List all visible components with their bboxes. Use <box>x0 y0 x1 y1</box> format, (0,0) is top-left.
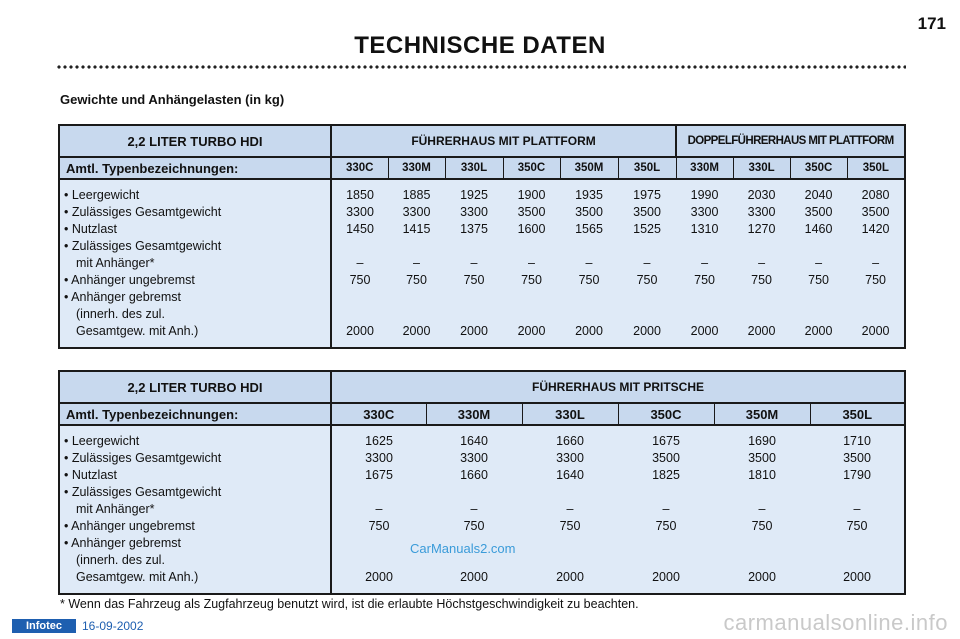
footnote: * Wenn das Fahrzeug als Zugfahrzeug benutzt wird, ist die erlaubte Höchstgeschwindigkeit zu beachten. <box>60 597 639 611</box>
table-row <box>59 518 905 535</box>
table-cell: 1525 <box>633 222 661 236</box>
table-cell: 1990 <box>690 188 719 202</box>
table-cell: 2000 <box>804 324 833 338</box>
model-header: 330L <box>733 157 790 179</box>
table-cell: – <box>470 256 478 270</box>
table-cell: – <box>528 256 535 270</box>
table-cell: 2000 <box>365 570 393 584</box>
table-cell: 3300 <box>365 451 393 465</box>
table-cell: – <box>701 256 709 270</box>
table-cell: 2000 <box>460 324 488 338</box>
table-row <box>59 450 905 467</box>
model-header: 350C <box>790 157 847 179</box>
table-cell: 2000 <box>556 570 584 584</box>
row-label-line: (innerh. des zul. <box>76 307 165 321</box>
row-label-line: mit Anhänger* <box>76 256 155 270</box>
row-label <box>59 484 331 518</box>
table-cell: 3300 <box>402 205 431 219</box>
table-row <box>59 272 905 289</box>
table-cell: 3500 <box>861 205 890 219</box>
table-cell: 750 <box>694 273 715 287</box>
table-cell: 2000 <box>517 324 546 338</box>
model-header: 350C <box>503 157 560 179</box>
table-cell: 1660 <box>460 468 488 482</box>
table-cell: 750 <box>463 519 485 533</box>
table-cell: – <box>375 502 383 516</box>
row-label <box>59 238 331 272</box>
table-cell: 750 <box>521 273 542 287</box>
table-cell: 2000 <box>633 324 661 338</box>
model-header: 350M <box>714 403 810 425</box>
table-cell: 2030 <box>747 188 776 202</box>
row-label-line: • Anhänger gebremst <box>64 536 181 550</box>
model-header: 350M <box>560 157 618 179</box>
table-cell: 2000 <box>690 324 719 338</box>
table-cell: 1790 <box>843 468 871 482</box>
site-watermark: carmanualsonline.info <box>723 610 948 635</box>
row-label <box>59 289 331 348</box>
model-header: 330M <box>426 403 522 425</box>
table-cell: 1975 <box>633 188 661 202</box>
table-cell: 750 <box>751 519 773 533</box>
type-designation-label: Amtl. Typenbezeichnungen: <box>59 403 331 425</box>
table-cell: 750 <box>463 273 485 287</box>
row-label: • Anhänger ungebremst <box>59 518 331 535</box>
table-cell: 1850 <box>346 188 374 202</box>
table-cell: – <box>585 256 593 270</box>
row-label: • Anhänger ungebremst <box>59 272 331 289</box>
row-label-line: • Zulässiges Gesamtgewicht <box>64 239 222 253</box>
table-cell: 3500 <box>633 205 661 219</box>
table-cell: 750 <box>751 273 772 287</box>
table-cell: 1810 <box>748 468 776 482</box>
table-cell: 2000 <box>652 570 680 584</box>
table-cell: – <box>356 256 364 270</box>
table-cell: 1935 <box>575 188 603 202</box>
table-cell: – <box>872 256 880 270</box>
row-label <box>59 535 331 594</box>
row-label-line: • Zulässiges Gesamtgewicht <box>64 485 222 499</box>
table-cell: 1660 <box>556 434 584 448</box>
table-cell: 1375 <box>460 222 488 236</box>
table-cell: 1270 <box>747 222 776 236</box>
table-cell: 1640 <box>460 434 488 448</box>
table-cell: 750 <box>559 519 581 533</box>
section-subtitle: Gewichte und Anhängelasten (in kg) <box>60 92 285 107</box>
brand-logo: Infotec <box>12 619 76 633</box>
cab-flatbed-header: FÜHRERHAUS MIT PRITSCHE <box>331 371 905 403</box>
model-header: 350L <box>618 157 676 179</box>
table-cell: – <box>853 502 861 516</box>
table-cell: 3500 <box>843 451 871 465</box>
table-cell: 750 <box>368 519 390 533</box>
table-row <box>59 467 905 484</box>
table-cell: 750 <box>808 273 829 287</box>
table-cell: 750 <box>846 519 868 533</box>
engine-header: 2,2 LITER TURBO HDI <box>59 371 331 403</box>
table-row <box>59 425 905 450</box>
row-label-line: (innerh. des zul. <box>76 553 165 567</box>
print-date: 16-09-2002 <box>82 619 144 633</box>
table-cell: 750 <box>578 273 600 287</box>
table-cell: 750 <box>655 519 677 533</box>
table-cell: 3300 <box>556 451 584 465</box>
table-cell: 1640 <box>556 468 584 482</box>
table-cell: – <box>566 502 574 516</box>
row-label-line: Gesamtgew. mit Anh.) <box>76 570 199 584</box>
table-cell: 3500 <box>804 205 833 219</box>
model-header: 330M <box>676 157 733 179</box>
table-cell: 1450 <box>346 222 374 236</box>
table-cell: 3300 <box>460 451 488 465</box>
row-label-line: mit Anhänger* <box>76 502 155 516</box>
row-label-line: Gesamtgew. mit Anh.) <box>76 324 199 338</box>
model-header: 350L <box>810 403 905 425</box>
table-cell: 1460 <box>804 222 833 236</box>
table-cell: 1675 <box>652 434 680 448</box>
row-label: • Nutzlast <box>59 221 331 238</box>
row-label: • Leergewicht <box>59 425 331 450</box>
watermark-text: CarManuals2.com <box>410 541 516 556</box>
table-cell: 3500 <box>575 205 603 219</box>
model-header: 330L <box>445 157 503 179</box>
table-cell: 1420 <box>861 222 890 236</box>
table-cell: 1675 <box>365 468 393 482</box>
table-cell: 1415 <box>402 222 431 236</box>
table-row <box>59 289 905 348</box>
page-title: TECHNISCHE DATEN <box>354 32 606 59</box>
table-cell: 1885 <box>402 188 431 202</box>
table-cell: 1900 <box>517 188 546 202</box>
model-header: 330C <box>331 403 426 425</box>
model-header: 350C <box>618 403 714 425</box>
table-cell: 3300 <box>747 205 776 219</box>
table-cell: 2080 <box>861 188 890 202</box>
row-label: • Leergewicht <box>59 179 331 204</box>
table-cell: 3500 <box>517 205 546 219</box>
table-cell: 2000 <box>748 570 776 584</box>
table-cell: – <box>643 256 651 270</box>
table-cell: 1690 <box>748 434 776 448</box>
table-cell: 2000 <box>402 324 431 338</box>
model-header: 330L <box>522 403 618 425</box>
model-header: 330M <box>388 157 445 179</box>
table-cell: 1825 <box>652 468 680 482</box>
table-cell: – <box>470 502 478 516</box>
table-cell: 3300 <box>346 205 374 219</box>
table-cell: 750 <box>865 273 886 287</box>
cab-platform-header: FÜHRERHAUS MIT PLATTFORM <box>331 125 676 157</box>
row-label: • Zulässiges Gesamtgewicht <box>59 204 331 221</box>
table-cell: 2000 <box>346 324 374 338</box>
table-cell: 2000 <box>843 570 871 584</box>
table-cell: 1600 <box>517 222 546 236</box>
table-cell: 2000 <box>460 570 488 584</box>
dotted-divider <box>56 64 906 70</box>
row-label: • Nutzlast <box>59 467 331 484</box>
table-cell: – <box>662 502 670 516</box>
table-cell: – <box>413 256 420 270</box>
table-cell: 2040 <box>804 188 833 202</box>
table-cell: 3300 <box>460 205 488 219</box>
table-cell: 2000 <box>575 324 603 338</box>
table-cell: 3500 <box>748 451 776 465</box>
table-cell: 1565 <box>575 222 603 236</box>
row-label: • Zulässiges Gesamtgewicht <box>59 450 331 467</box>
table-cell: 3500 <box>652 451 680 465</box>
table-row <box>59 238 905 272</box>
table-cell: 2000 <box>747 324 776 338</box>
table-cell: 1710 <box>843 434 871 448</box>
row-label-line: • Anhänger gebremst <box>64 290 181 304</box>
table-cell: 750 <box>349 273 371 287</box>
table-cell: 3300 <box>690 205 719 219</box>
weights-table-flatbed <box>58 370 906 595</box>
table-cell: 750 <box>636 273 658 287</box>
table-cell: 750 <box>406 273 427 287</box>
table-cell: – <box>815 256 823 270</box>
table-row <box>59 484 905 518</box>
type-designation-label: Amtl. Typenbezeichnungen: <box>59 157 331 179</box>
table-cell: 1310 <box>690 222 719 236</box>
table-cell: 1625 <box>365 434 393 448</box>
engine-header: 2,2 LITER TURBO HDI <box>59 125 331 157</box>
page-number: 171 <box>917 14 946 33</box>
table-cell: – <box>758 502 766 516</box>
weights-table-platform <box>58 124 906 349</box>
table-cell: – <box>758 256 766 270</box>
model-header: 350L <box>847 157 905 179</box>
model-header: 330C <box>331 157 388 179</box>
table-row <box>59 179 905 204</box>
double-cab-platform-header: DOPPELFÜHRERHAUS MIT PLATTFORM <box>676 125 905 157</box>
table-row <box>59 204 905 221</box>
table-row <box>59 221 905 238</box>
table-cell: 2000 <box>861 324 890 338</box>
table-cell: 1925 <box>460 188 488 202</box>
